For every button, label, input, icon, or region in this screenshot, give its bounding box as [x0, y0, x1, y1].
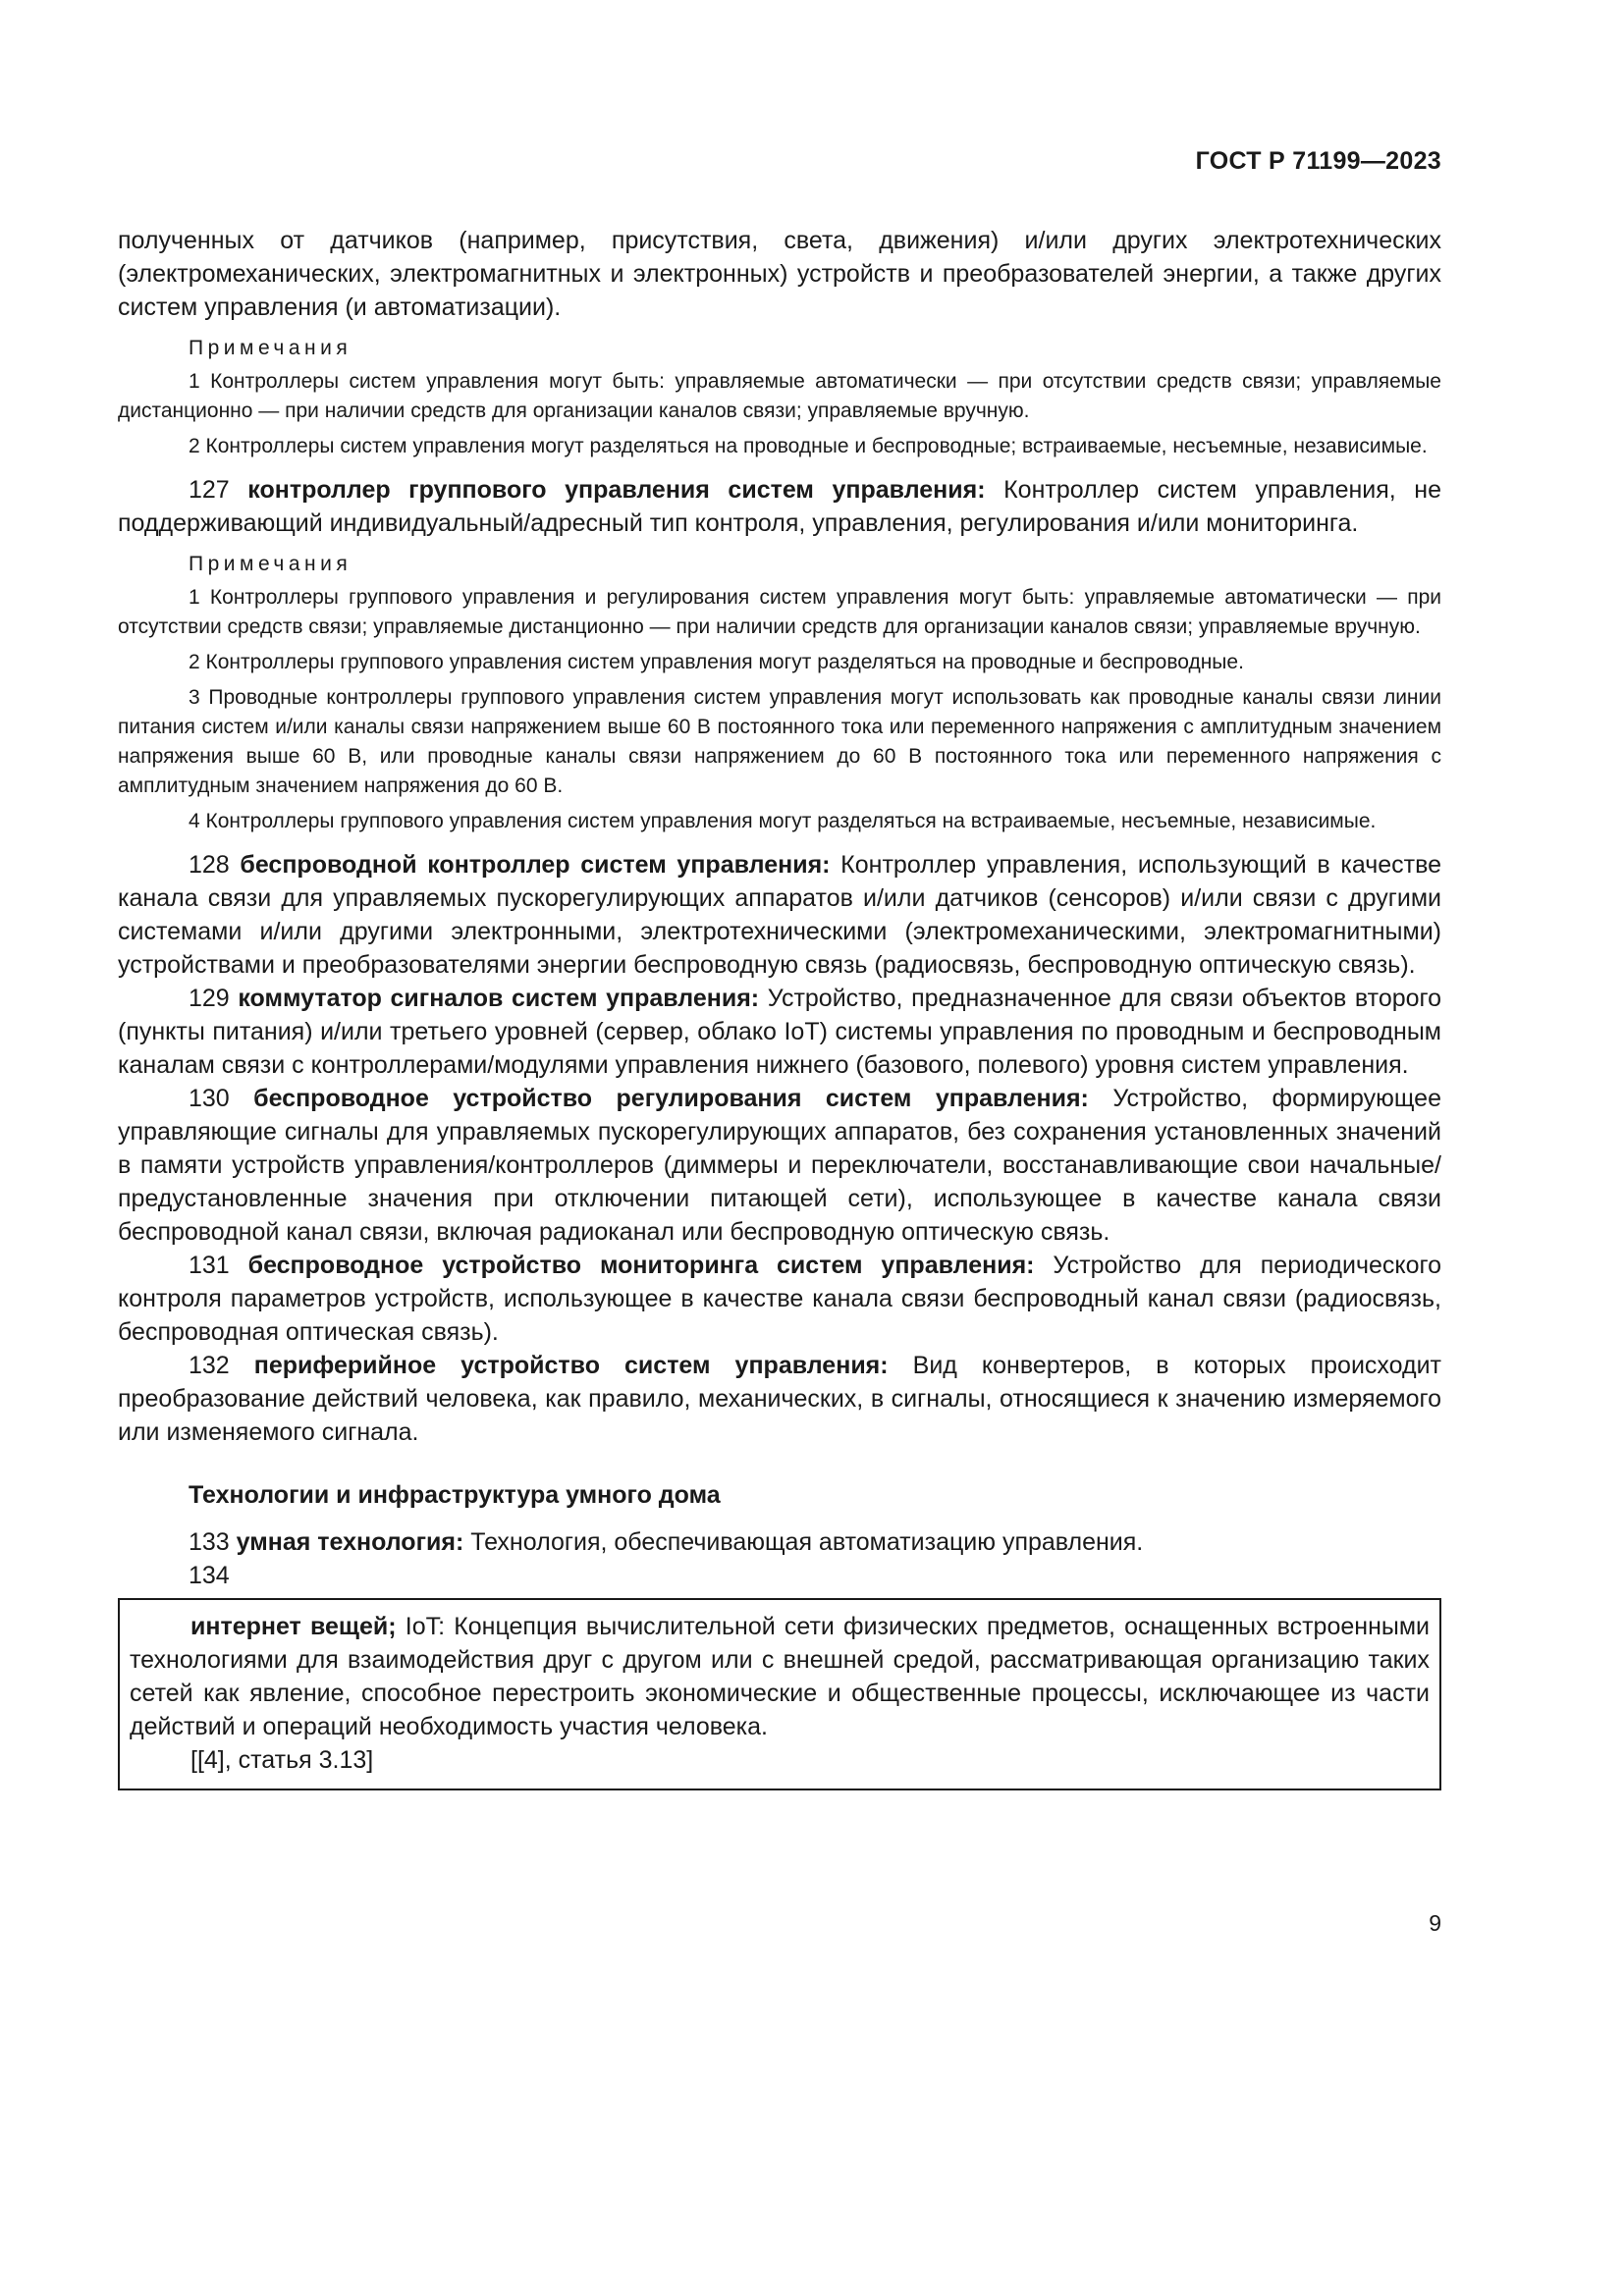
term-number: 129	[189, 985, 230, 1012]
note-item: 3 Проводные контроллеры группового управления систем управления могут использовать как проводные каналы связи линии питания систем и/или каналы связи напряжением выше 60 В постоянного тока или переменного напряжения с амплитудным значением напряжения выше 60 В, или проводные каналы связи напряжением до 60 В постоянного тока или переменного напряжения с амплитудным значением напряжения до 60 В.	[118, 686, 1441, 797]
term-definition: Контроллер управления, использующий в качестве канала связи для управляемых пускорегулирующих аппаратов и/или датчиков (сенсоров) и/или связи с другими системами и/или другими электронными, электротехническими (электромеханическими, электромагнитными) устройствами и преобразователями энергии беспроводную связь (радиосвязь, беспроводную оптическую связь).	[118, 851, 1442, 979]
term-name: умная технология:	[236, 1528, 464, 1556]
term-entry-133	[118, 1525, 1441, 1559]
quoted-definition-box	[118, 1598, 1441, 1790]
term-entry-130	[118, 1082, 1441, 1249]
term-name: интернет вещей;	[190, 1613, 397, 1640]
term-name: периферийное устройство систем управления:	[253, 1352, 889, 1379]
term-definition: Контроллер систем управления, не поддерживающий индивидуальный/адресный тип контроля, управления, регулирования и/или мониторинга.	[118, 476, 1442, 537]
section-heading: Технологии и инфраструктура умного дома	[189, 1481, 721, 1509]
page-number: 9	[1429, 1910, 1441, 1936]
term-name: беспроводное устройство мониторинга систем управления:	[247, 1252, 1035, 1279]
note-item: 4 Контроллеры группового управления систем управления могут разделяться на встраиваемые, несъемные, независимые.	[189, 810, 1377, 832]
term-entry-131	[118, 1249, 1441, 1349]
term-definition: Устройство, предназначенное для связи объектов второго (пункты питания) и/или третьего уровней (сервер, облако IoT) системы управления по проводным и беспроводным каналам связи с контроллерами/модулями управления нижнего (базового, полевого) уровня систем управления.	[118, 985, 1441, 1079]
term-entry-132	[118, 1349, 1441, 1449]
document-body	[118, 224, 1441, 1790]
notes-block-2	[118, 550, 1441, 836]
term-number: 130	[189, 1085, 230, 1112]
term-entry-127	[118, 473, 1441, 540]
term-name: беспроводное устройство регулирования систем управления:	[253, 1085, 1089, 1112]
term-definition: IoT: Концепция вычислительной сети физических предметов, оснащенных встроенными технологиями для взаимодействия друг с другом или с внешней средой, рассматривающая организацию таких сетей как явление, способное перестроить экономические и общественные процессы, исключающее из части действий и операций необходимость участия человека.	[130, 1613, 1430, 1740]
term-number: 127	[189, 476, 230, 504]
term-number-134: 134	[189, 1562, 230, 1589]
source-reference: [[4], статья 3.13]	[190, 1746, 374, 1774]
term-entry-134	[130, 1610, 1430, 1743]
intro-paragraph: полученных от датчиков (например, присутствия, света, движения) и/или других электротехнических (электромеханических, электромагнитных и электронных) устройств и преобразователей энергии, а также других систем управления (и автоматизации).	[118, 227, 1441, 321]
term-number: 131	[189, 1252, 230, 1279]
term-number: 128	[189, 851, 230, 879]
term-name: беспроводной контроллер систем управления:	[240, 851, 831, 879]
notes-heading: Примечания	[189, 553, 352, 575]
term-number: 133	[189, 1528, 230, 1556]
term-entry-128	[118, 848, 1441, 982]
term-name: контроллер группового управления систем управления:	[247, 476, 986, 504]
note-item: 2 Контроллеры систем управления могут разделяться на проводные и беспроводные; встраиваемые, несъемные, независимые.	[189, 435, 1428, 457]
term-definition: Устройство, формирующее управляющие сигналы для управляемых пускорегулирующих аппаратов, без сохранения установленных значений в памяти устройств управления/контроллеров (диммеры и переключатели, восстанавливающие свои начальные/предустановленные значения при отключении питающей сети), использующее в качестве канала связи беспроводной канал связи, включая радиоканал или беспроводную оптическую связь.	[118, 1085, 1441, 1246]
document-code: ГОСТ Р 71199—2023	[1195, 147, 1441, 175]
term-definition: Устройство для периодического контроля параметров устройств, использующее в качестве канала связи беспроводный канал связи (радиосвязь, беспроводная оптическая связь).	[118, 1252, 1441, 1346]
note-item: 1 Контроллеры группового управления и регулирования систем управления могут быть: управляемые автоматически — при отсутствии средств связи; управляемые дистанционно — при наличии средств для организации каналов связи; управляемые вручную.	[118, 586, 1441, 638]
term-number: 132	[189, 1352, 230, 1379]
term-definition: Технология, обеспечивающая автоматизацию управления.	[463, 1528, 1144, 1556]
note-item: 1 Контроллеры систем управления могут быть: управляемые автоматически — при отсутствии средств связи; управляемые дистанционно — при наличии средств для организации каналов связи; управляемые вручную.	[118, 370, 1441, 422]
term-name: коммутатор сигналов систем управления:	[238, 985, 760, 1012]
notes-block-1	[118, 334, 1441, 461]
term-entry-129	[118, 982, 1441, 1082]
note-item: 2 Контроллеры группового управления систем управления могут разделяться на проводные и беспроводные.	[189, 651, 1244, 673]
term-definition: Вид конвертеров, в которых происходит преобразование действий человека, как правило, механических, в сигналы, относящиеся к значению измеряемого или изменяемого сигнала.	[118, 1352, 1442, 1446]
notes-heading: Примечания	[189, 337, 352, 359]
